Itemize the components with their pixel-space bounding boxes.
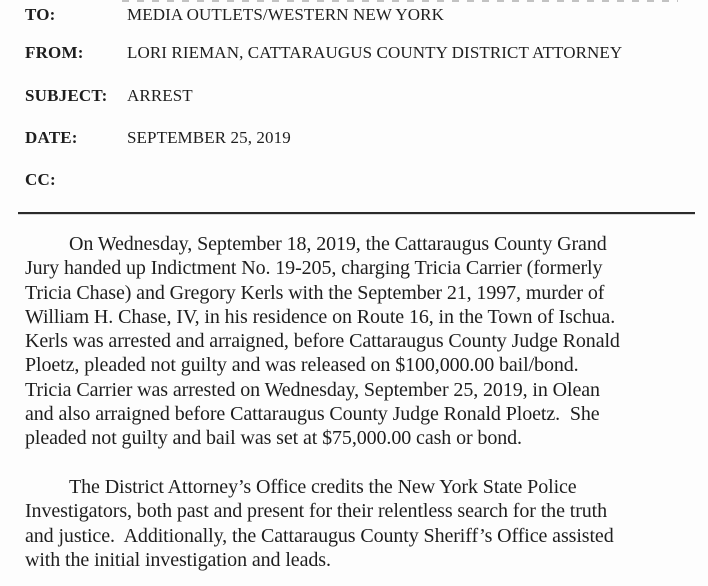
memo-field-cc bbox=[25, 169, 127, 191]
body-line: and justice. Additionally, the Cattaraugus County Sheriff’s Office assisted bbox=[25, 524, 614, 547]
field-value-to: MEDIA OUTLETS/WESTERN NEW YORK bbox=[127, 5, 445, 24]
memo-field-date bbox=[25, 127, 291, 149]
paragraph-gap bbox=[25, 451, 702, 475]
body-line: William H. Chase, IV, in his residence on Route 16, in the Town of Ischua. bbox=[25, 305, 616, 328]
paragraph-1 bbox=[25, 232, 702, 451]
body-line: On Wednesday, September 18, 2019, the Cattaraugus County Grand bbox=[69, 233, 607, 255]
body-line: Ploetz, pleaded not guilty and was released on $100,000.00 bail/bond. bbox=[25, 354, 579, 377]
body-line: Investigators, both past and present for their relentless search for the truth bbox=[25, 500, 608, 523]
memo-body bbox=[25, 232, 702, 572]
field-label-to: TO: bbox=[25, 5, 56, 24]
body-line: with the initial investigation and leads. bbox=[25, 548, 331, 571]
field-label-from: FROM: bbox=[25, 43, 84, 62]
scan-artifact bbox=[122, 0, 678, 2]
body-line: Tricia Chase) and Gregory Kerls with the September 21, 1997, murder of bbox=[25, 281, 605, 304]
body-line: and also arraigned before Cattaraugus County Judge Ronald Ploetz. She bbox=[25, 403, 600, 426]
field-label-date: DATE: bbox=[25, 128, 78, 147]
divider-line bbox=[18, 212, 695, 214]
body-line: The District Attorney’s Office credits the New York State Police bbox=[69, 475, 577, 498]
body-line: pleaded not guilty and bail was set at $75,000.00 cash or bond. bbox=[25, 427, 522, 450]
body-line: Kerls was arrested and arraigned, before Cattaraugus County Judge Ronald bbox=[25, 330, 620, 353]
memo-field-from bbox=[25, 42, 622, 64]
memo-field-subject bbox=[25, 85, 193, 107]
field-value-subject: ARREST bbox=[127, 86, 193, 105]
field-label-subject: SUBJECT: bbox=[25, 86, 108, 105]
memo-field-to bbox=[25, 4, 444, 26]
paragraph-2 bbox=[25, 475, 702, 572]
body-line: Jury handed up Indictment No. 19-205, charging Tricia Carrier (formerly bbox=[25, 257, 603, 280]
field-value-from: LORI RIEMAN, CATTARAUGUS COUNTY DISTRICT ATTORNEY bbox=[127, 43, 623, 62]
body-line: Tricia Carrier was arrested on Wednesday, September 25, 2019, in Olean bbox=[25, 378, 600, 401]
field-value-date: SEPTEMBER 25, 2019 bbox=[127, 128, 291, 147]
field-label-cc: CC: bbox=[25, 170, 56, 189]
